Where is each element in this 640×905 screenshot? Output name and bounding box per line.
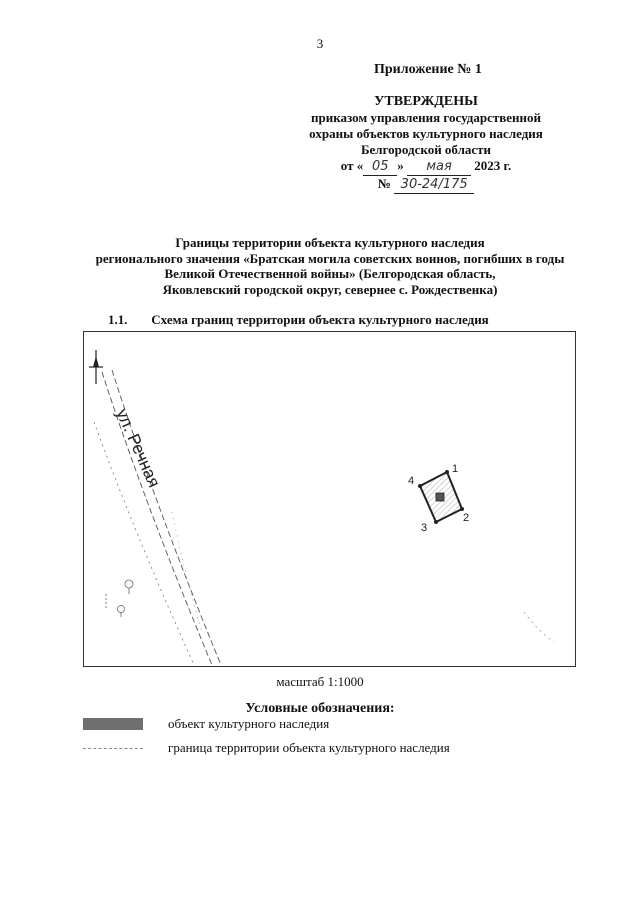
point-2: 2 — [463, 512, 470, 524]
title-line-3: Великой Отечественной войны» (Белгородская область, — [164, 266, 496, 281]
tree-icon — [106, 580, 133, 617]
heritage-site-boundary — [408, 463, 469, 534]
date-month: мая — [407, 159, 471, 176]
point-4: 4 — [408, 475, 415, 487]
order-line-2: охраны объектов культурного наследия — [309, 126, 543, 141]
section-heading — [108, 312, 489, 328]
legend-title: Условные обозначения: — [245, 701, 395, 716]
map-scale: масштаб 1:1000 — [276, 674, 364, 689]
document-title — [70, 235, 590, 297]
date-day: 05 — [363, 159, 397, 176]
date-mid: » — [397, 158, 404, 173]
order-line-1: приказом управления государственной — [311, 110, 541, 125]
legend-item-label: граница территории объекта культурного наследия — [168, 740, 450, 755]
section-number: 1.1. — [108, 312, 128, 327]
legend-item-heritage-object — [83, 716, 603, 734]
north-arrow-icon — [89, 350, 103, 384]
order-line-3: Белгородской области — [360, 142, 492, 157]
title-line-2: регионального значения «Братская могила советских воинов, погибших в годы — [95, 250, 565, 266]
road-edges — [94, 370, 554, 665]
approved-heading: УТВЕРЖДЕНЫ — [374, 94, 478, 109]
legend-item-label: объект культурного наследия — [168, 716, 330, 731]
boundary-line-swatch — [83, 748, 143, 749]
number-value: 30-24/175 — [394, 177, 474, 194]
street-label: ул. Речная — [112, 405, 164, 491]
heritage-object-marker — [436, 493, 444, 501]
date-prefix: от « — [340, 158, 364, 173]
legend-item-territory-boundary — [83, 740, 603, 758]
date-year: 2023 г. — [474, 158, 512, 173]
approval-block — [292, 94, 560, 194]
number-prefix: № — [377, 176, 391, 191]
heritage-object-swatch — [83, 718, 143, 730]
boundary-map — [83, 331, 576, 667]
order-date — [292, 158, 560, 176]
page-number: 3 — [316, 36, 324, 51]
appendix-label: Приложение № 1 — [374, 62, 482, 77]
title-line-4: Яковлевский городской округ, севернее с. Рождественка) — [162, 281, 498, 297]
map-canvas — [84, 332, 574, 665]
point-3: 3 — [421, 522, 428, 534]
point-1: 1 — [452, 463, 459, 475]
title-line-1: Границы территории объекта культурного наследия — [175, 235, 485, 250]
section-title: Схема границ территории объекта культурного наследия — [151, 312, 489, 327]
order-number — [292, 176, 560, 194]
